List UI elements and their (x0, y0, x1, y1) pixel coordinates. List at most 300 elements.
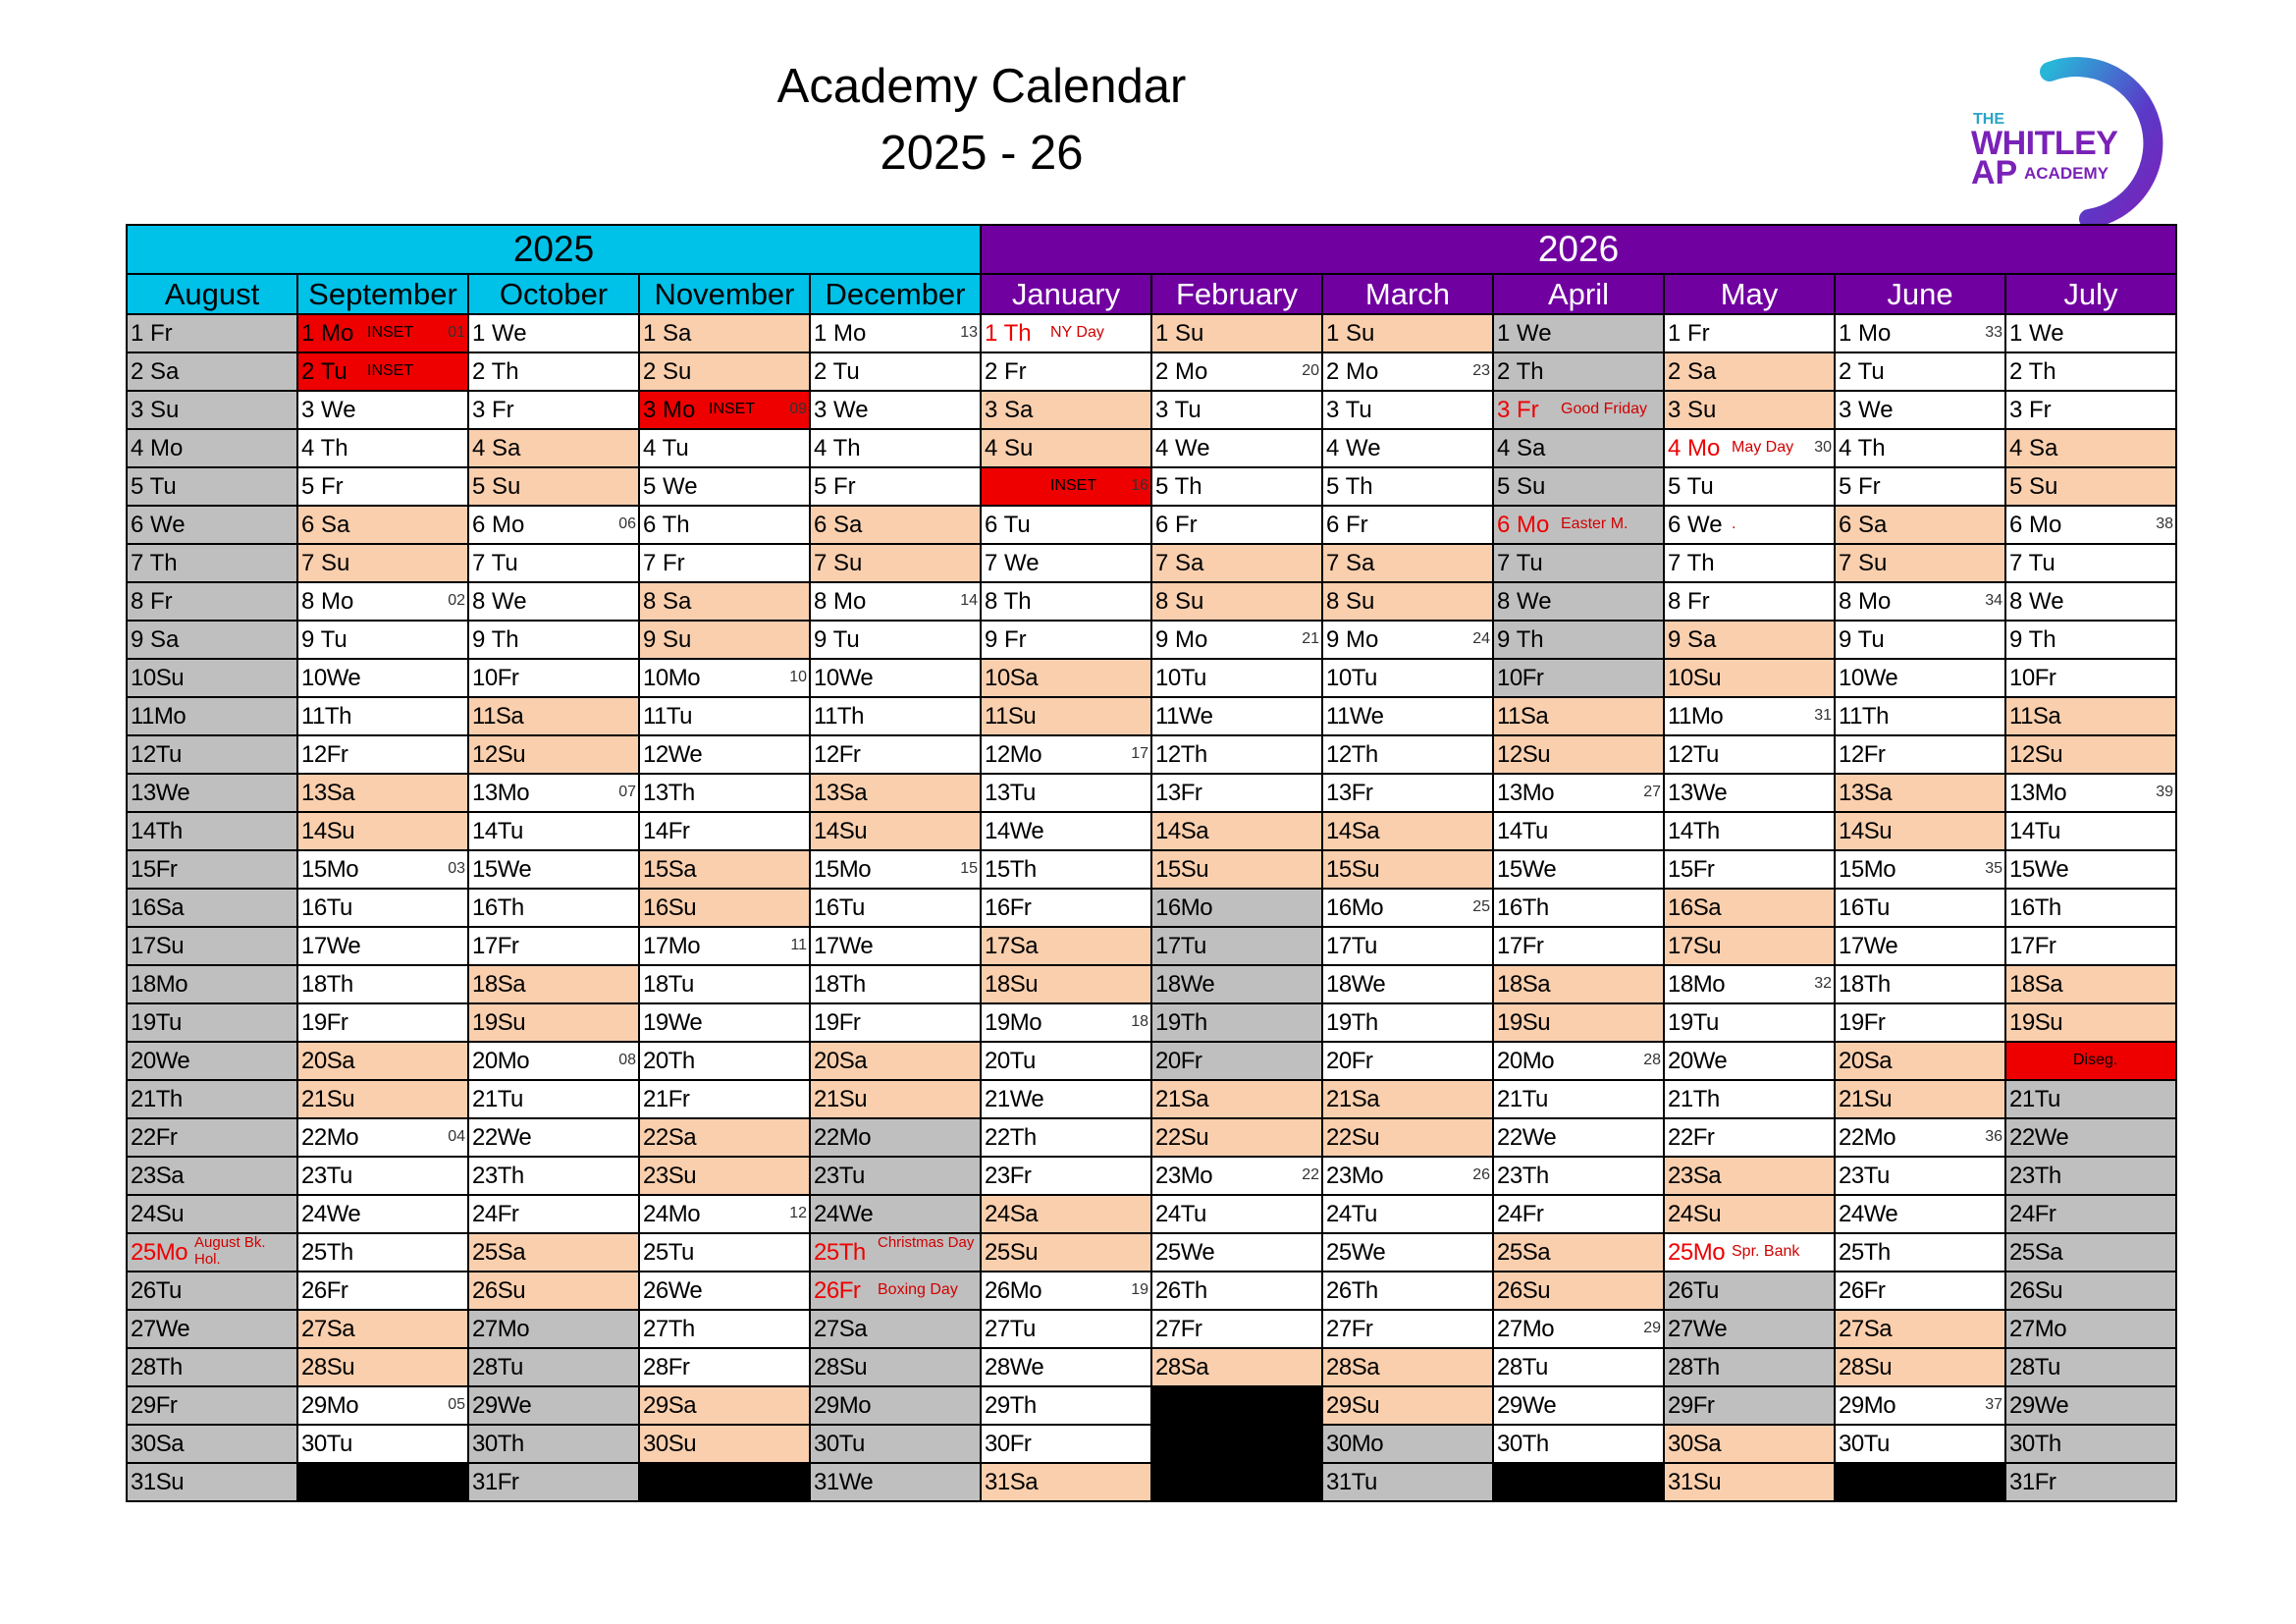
week-number: 12 (789, 1205, 807, 1221)
day-label: 4 Tu (643, 435, 689, 461)
day-label: 16Sa (1668, 894, 1722, 921)
day-cell-august-27 (127, 1310, 297, 1348)
day-cell-september-26 (297, 1272, 468, 1310)
day-cell-june-17 (1835, 927, 2005, 965)
day-note: INSET (709, 401, 756, 417)
day-cell-november-18 (639, 965, 810, 1003)
day-label: 13Fr (1155, 780, 1202, 806)
calendar-row (127, 1118, 2176, 1157)
day-cell-march-16 (1322, 889, 1493, 927)
day-label: 13Th (643, 780, 695, 806)
day-label: 1 Su (1155, 320, 1204, 347)
day-label: 7 We (985, 550, 1040, 576)
day-cell-december-7 (810, 544, 981, 582)
day-cell-march-4 (1322, 429, 1493, 467)
week-number: 14 (960, 592, 978, 609)
day-cell-april-18 (1493, 965, 1664, 1003)
day-label: 24We (301, 1201, 361, 1227)
day-cell-march-13 (1322, 774, 1493, 812)
month-header-september: September (297, 274, 468, 314)
day-label: 4 We (1155, 435, 1210, 461)
day-label: 9 Tu (1839, 626, 1885, 653)
day-cell-july-14 (2005, 812, 2176, 850)
day-label: 21Sa (1326, 1086, 1380, 1112)
day-cell-february-1 (1151, 314, 1322, 352)
day-note: Good Friday (1561, 401, 1648, 417)
week-number: 30 (1814, 439, 1832, 456)
day-cell-february-20 (1151, 1042, 1322, 1080)
day-label: 31Sa (985, 1469, 1039, 1495)
day-label: 30Th (1497, 1431, 1549, 1457)
day-label: 27Sa (301, 1316, 355, 1342)
day-label: 4 Mo (131, 435, 184, 461)
day-label: 6 Fr (1155, 512, 1198, 538)
day-label: 23Th (1497, 1163, 1549, 1189)
day-cell-november-13 (639, 774, 810, 812)
day-label: 21Th (1668, 1086, 1720, 1112)
day-cell-may-22 (1664, 1118, 1835, 1157)
day-label: 25Mo (131, 1239, 188, 1266)
day-cell-june-29 (1835, 1386, 2005, 1425)
day-label: 17Sa (985, 933, 1039, 959)
day-cell-july-31 (2005, 1463, 2176, 1501)
day-cell-may-27 (1664, 1310, 1835, 1348)
logo-the: THE (1973, 111, 2004, 128)
day-cell-may-6 (1664, 506, 1835, 544)
day-label: 23Tu (1839, 1163, 1890, 1189)
day-label: 22We (472, 1124, 532, 1151)
day-cell-october-19 (468, 1003, 639, 1042)
day-cell-july-12 (2005, 735, 2176, 774)
day-label: 31Fr (2009, 1469, 2056, 1495)
day-label: 16Tu (301, 894, 352, 921)
empty-cell (297, 1463, 468, 1501)
day-label: 12Fr (814, 741, 861, 768)
week-number: 37 (1985, 1396, 2002, 1413)
day-cell-july-8 (2005, 582, 2176, 621)
day-label: 20Sa (1839, 1048, 1893, 1074)
day-cell-january-18 (981, 965, 1151, 1003)
day-label: 7 Sa (1155, 550, 1204, 576)
day-cell-august-9 (127, 621, 297, 659)
day-cell-july-9 (2005, 621, 2176, 659)
day-cell-january-29 (981, 1386, 1151, 1425)
week-number: 09 (789, 401, 807, 417)
calendar-row (127, 621, 2176, 659)
day-label: 21Su (301, 1086, 355, 1112)
academy-logo (1973, 54, 2189, 231)
day-label: 19Mo (985, 1009, 1042, 1036)
day-label: 24Mo (643, 1201, 701, 1227)
day-label: 2 Th (472, 358, 519, 385)
day-cell-june-21 (1835, 1080, 2005, 1118)
day-label: 3 Fr (2009, 397, 2052, 423)
week-number: 25 (1472, 898, 1490, 915)
day-cell-october-15 (468, 850, 639, 889)
day-cell-september-14 (297, 812, 468, 850)
day-label: 23Sa (131, 1163, 185, 1189)
day-cell-march-20 (1322, 1042, 1493, 1080)
day-cell-may-1 (1664, 314, 1835, 352)
day-label: 10We (814, 665, 874, 691)
day-cell-november-8 (639, 582, 810, 621)
day-cell-july-15 (2005, 850, 2176, 889)
day-cell-november-29 (639, 1386, 810, 1425)
day-cell-january-28 (981, 1348, 1151, 1386)
day-cell-june-19 (1835, 1003, 2005, 1042)
day-cell-september-7 (297, 544, 468, 582)
day-cell-september-17 (297, 927, 468, 965)
calendar-row (127, 1042, 2176, 1080)
day-cell-march-18 (1322, 965, 1493, 1003)
day-label: 16Mo (1326, 894, 1384, 921)
calendar-row (127, 889, 2176, 927)
day-cell-april-2 (1493, 352, 1664, 391)
day-label: 16Sa (131, 894, 185, 921)
week-number: 23 (1472, 362, 1490, 379)
day-label: 12Th (1155, 741, 1207, 768)
day-cell-february-26 (1151, 1272, 1322, 1310)
day-cell-july-10 (2005, 659, 2176, 697)
day-cell-june-3 (1835, 391, 2005, 429)
day-cell-september-9 (297, 621, 468, 659)
week-number: 34 (1985, 592, 2002, 609)
week-number: 16 (1131, 477, 1148, 494)
day-label: 5 Su (2009, 473, 2058, 500)
day-label: 21Fr (643, 1086, 690, 1112)
day-cell-february-3 (1151, 391, 1322, 429)
day-cell-july-18 (2005, 965, 2176, 1003)
day-cell-august-7 (127, 544, 297, 582)
day-note: Christmas Day (878, 1234, 975, 1251)
day-cell-april-22 (1493, 1118, 1664, 1157)
day-cell-november-26 (639, 1272, 810, 1310)
week-number: 24 (1472, 630, 1490, 647)
day-cell-may-28 (1664, 1348, 1835, 1386)
week-number: 03 (448, 860, 465, 877)
day-cell-may-7 (1664, 544, 1835, 582)
week-number: 27 (1643, 784, 1661, 800)
day-label: 3 Mo (643, 397, 696, 423)
day-cell-june-13 (1835, 774, 2005, 812)
day-cell-february-16 (1151, 889, 1322, 927)
day-label: 29We (1497, 1392, 1557, 1419)
day-label: 17We (1839, 933, 1898, 959)
day-label: 15Fr (1668, 856, 1715, 883)
day-label: 2 Mo (1155, 358, 1208, 385)
day-label: 24We (814, 1201, 874, 1227)
day-cell-december-18 (810, 965, 981, 1003)
day-cell-september-18 (297, 965, 468, 1003)
day-cell-august-12 (127, 735, 297, 774)
day-label: 17Tu (1155, 933, 1206, 959)
day-label: 1 Fr (1668, 320, 1710, 347)
day-label: 9 Fr (985, 626, 1027, 653)
day-cell-december-11 (810, 697, 981, 735)
day-cell-august-3 (127, 391, 297, 429)
day-label: 31Tu (1326, 1469, 1377, 1495)
day-cell-december-10 (810, 659, 981, 697)
day-cell-april-29 (1493, 1386, 1664, 1425)
day-cell-october-18 (468, 965, 639, 1003)
week-number: 38 (2156, 515, 2173, 532)
day-label: 15Mo (814, 856, 872, 883)
day-cell-february-15 (1151, 850, 1322, 889)
day-label: 1 We (2009, 320, 2064, 347)
day-label: 3 Su (1668, 397, 1717, 423)
day-cell-december-2 (810, 352, 981, 391)
day-cell-november-1 (639, 314, 810, 352)
day-cell-july-28 (2005, 1348, 2176, 1386)
day-cell-december-26 (810, 1272, 981, 1310)
day-note: Spr. Bank (1732, 1243, 1800, 1260)
day-cell-october-30 (468, 1425, 639, 1463)
day-note: INSET (1050, 477, 1097, 494)
day-cell-april-24 (1493, 1195, 1664, 1233)
day-cell-may-29 (1664, 1386, 1835, 1425)
day-cell-january-23 (981, 1157, 1151, 1195)
day-cell-june-2 (1835, 352, 2005, 391)
day-label: 18Th (814, 971, 866, 998)
day-label: 14Su (814, 818, 868, 844)
day-label: 23Sa (1668, 1163, 1722, 1189)
calendar-row (127, 582, 2176, 621)
day-cell-june-26 (1835, 1272, 2005, 1310)
day-cell-july-4 (2005, 429, 2176, 467)
day-label: 13Mo (1497, 780, 1555, 806)
day-cell-june-7 (1835, 544, 2005, 582)
day-label: 1 Mo (1839, 320, 1892, 347)
day-label: 19Su (1497, 1009, 1551, 1036)
day-label: 15Su (1155, 856, 1209, 883)
day-cell-october-7 (468, 544, 639, 582)
day-label: 26Tu (131, 1277, 182, 1304)
day-cell-may-3 (1664, 391, 1835, 429)
day-label: 4 Th (1839, 435, 1886, 461)
day-cell-may-25 (1664, 1233, 1835, 1272)
day-cell-august-5 (127, 467, 297, 506)
day-cell-august-31 (127, 1463, 297, 1501)
day-label: 7 Su (301, 550, 350, 576)
day-cell-september-1 (297, 314, 468, 352)
day-cell-december-30 (810, 1425, 981, 1463)
day-cell-november-9 (639, 621, 810, 659)
day-label: 9 Sa (131, 626, 180, 653)
day-label: 21Tu (1497, 1086, 1548, 1112)
day-label: 25Th (301, 1239, 353, 1266)
day-label: 6 We (131, 512, 186, 538)
day-label: 22Th (985, 1124, 1037, 1151)
day-label: 9 Th (472, 626, 519, 653)
day-cell-september-3 (297, 391, 468, 429)
week-number: 39 (2156, 784, 2173, 800)
day-label: 5 Su (472, 473, 521, 500)
day-cell-december-20 (810, 1042, 981, 1080)
day-cell-july-22 (2005, 1118, 2176, 1157)
day-label: 29Th (985, 1392, 1037, 1419)
day-label: 20Fr (1326, 1048, 1373, 1074)
day-cell-may-11 (1664, 697, 1835, 735)
month-header-march: March (1322, 274, 1493, 314)
day-cell-february-22 (1151, 1118, 1322, 1157)
day-label: 18Sa (1497, 971, 1551, 998)
day-label: 23Tu (301, 1163, 352, 1189)
day-label: 26Mo (985, 1277, 1042, 1304)
day-cell-march-10 (1322, 659, 1493, 697)
day-label: 22Mo (814, 1124, 872, 1151)
day-label: 21Sa (1155, 1086, 1209, 1112)
day-label: 10Fr (472, 665, 519, 691)
week-number: 26 (1472, 1166, 1490, 1183)
day-label: 13Fr (1326, 780, 1373, 806)
day-label: 13Sa (1839, 780, 1893, 806)
day-cell-august-24 (127, 1195, 297, 1233)
day-cell-october-24 (468, 1195, 639, 1233)
day-cell-january-26 (981, 1272, 1151, 1310)
day-label: 26Fr (814, 1277, 861, 1304)
day-label: 16Tu (814, 894, 865, 921)
page-title: Academy Calendar (776, 60, 1187, 113)
day-cell-march-29 (1322, 1386, 1493, 1425)
week-number: 36 (1985, 1128, 2002, 1145)
day-cell-july-20 (2005, 1042, 2176, 1080)
calendar-row (127, 965, 2176, 1003)
day-label: 13Sa (814, 780, 868, 806)
day-label: 17Fr (2009, 933, 2056, 959)
day-cell-may-15 (1664, 850, 1835, 889)
day-label: 19Fr (301, 1009, 348, 1036)
day-label: 10We (1839, 665, 1898, 691)
day-label: 14Tu (2009, 818, 2060, 844)
day-label: 26We (643, 1277, 703, 1304)
day-label: 11Th (301, 703, 351, 730)
day-cell-april-25 (1493, 1233, 1664, 1272)
day-label: 19Su (2009, 1009, 2063, 1036)
day-label: 7 Tu (1497, 550, 1543, 576)
day-label: 7 Su (814, 550, 863, 576)
day-label: 8 We (1497, 588, 1552, 615)
day-cell-march-3 (1322, 391, 1493, 429)
day-label: 1 Th (985, 320, 1032, 347)
calendar-row (127, 659, 2176, 697)
day-cell-november-16 (639, 889, 810, 927)
day-cell-october-27 (468, 1310, 639, 1348)
day-label: 12Tu (131, 741, 182, 768)
day-cell-september-11 (297, 697, 468, 735)
day-cell-september-19 (297, 1003, 468, 1042)
day-cell-august-1 (127, 314, 297, 352)
day-cell-july-19 (2005, 1003, 2176, 1042)
day-label: 1 We (1497, 320, 1552, 347)
day-cell-july-5 (2005, 467, 2176, 506)
day-cell-june-1 (1835, 314, 2005, 352)
day-label: 10We (301, 665, 361, 691)
day-cell-april-7 (1493, 544, 1664, 582)
day-label: 12Mo (985, 741, 1042, 768)
day-label: 19Fr (1839, 1009, 1886, 1036)
day-cell-january-24 (981, 1195, 1151, 1233)
day-note: Boxing Day (878, 1281, 958, 1298)
day-cell-march-2 (1322, 352, 1493, 391)
day-label: 26Fr (1839, 1277, 1886, 1304)
day-cell-november-2 (639, 352, 810, 391)
day-label: 16Th (472, 894, 524, 921)
day-cell-august-11 (127, 697, 297, 735)
day-label: 16Su (643, 894, 697, 921)
day-label: 26Su (1497, 1277, 1551, 1304)
day-label: 25Th (814, 1239, 866, 1266)
day-label: 7 Sa (1326, 550, 1375, 576)
day-label: 1 We (472, 320, 527, 347)
day-label: 22Mo (301, 1124, 359, 1151)
day-cell-april-21 (1493, 1080, 1664, 1118)
day-cell-august-4 (127, 429, 297, 467)
day-cell-december-21 (810, 1080, 981, 1118)
day-cell-november-24 (639, 1195, 810, 1233)
day-label: 7 Th (1668, 550, 1715, 576)
day-label: 10Tu (1326, 665, 1377, 691)
day-cell-december-25 (810, 1233, 981, 1272)
day-label: 10Su (131, 665, 185, 691)
day-cell-january-5 (981, 467, 1151, 506)
empty-cell (1493, 1463, 1664, 1501)
day-label: 25Th (1839, 1239, 1891, 1266)
day-cell-january-20 (981, 1042, 1151, 1080)
day-cell-december-15 (810, 850, 981, 889)
day-label: 6 Sa (814, 512, 863, 538)
day-label: 19Fr (814, 1009, 861, 1036)
week-number: 33 (1985, 324, 2002, 341)
day-label: 25Sa (1497, 1239, 1551, 1266)
day-cell-september-29 (297, 1386, 468, 1425)
day-cell-august-2 (127, 352, 297, 391)
day-cell-december-13 (810, 774, 981, 812)
day-cell-march-24 (1322, 1195, 1493, 1233)
day-cell-november-4 (639, 429, 810, 467)
week-number: 19 (1131, 1281, 1148, 1298)
day-label: 27Mo (1497, 1316, 1555, 1342)
day-cell-september-5 (297, 467, 468, 506)
day-cell-september-13 (297, 774, 468, 812)
day-cell-march-6 (1322, 506, 1493, 544)
day-label: 18Sa (472, 971, 526, 998)
day-cell-march-11 (1322, 697, 1493, 735)
day-cell-december-6 (810, 506, 981, 544)
day-label: 19Su (472, 1009, 526, 1036)
day-cell-august-22 (127, 1118, 297, 1157)
day-label: 12Su (1497, 741, 1551, 768)
day-cell-november-12 (639, 735, 810, 774)
day-cell-april-16 (1493, 889, 1664, 927)
day-label: 11Sa (472, 703, 524, 730)
day-label: 7 Fr (643, 550, 685, 576)
day-label: 22Su (1155, 1124, 1209, 1151)
day-label: 23Th (2009, 1163, 2061, 1189)
day-cell-october-3 (468, 391, 639, 429)
day-label: 23Th (472, 1163, 524, 1189)
day-label: 28Su (814, 1354, 868, 1380)
day-cell-january-8 (981, 582, 1151, 621)
day-note: . (1732, 515, 1736, 532)
day-label: 19Tu (1668, 1009, 1719, 1036)
day-label: 2 Mo (1326, 358, 1379, 385)
month-header-may: May (1664, 274, 1835, 314)
day-cell-february-23 (1151, 1157, 1322, 1195)
day-label: 27Mo (472, 1316, 530, 1342)
day-label: 2 Sa (131, 358, 180, 385)
day-cell-october-4 (468, 429, 639, 467)
day-cell-june-6 (1835, 506, 2005, 544)
